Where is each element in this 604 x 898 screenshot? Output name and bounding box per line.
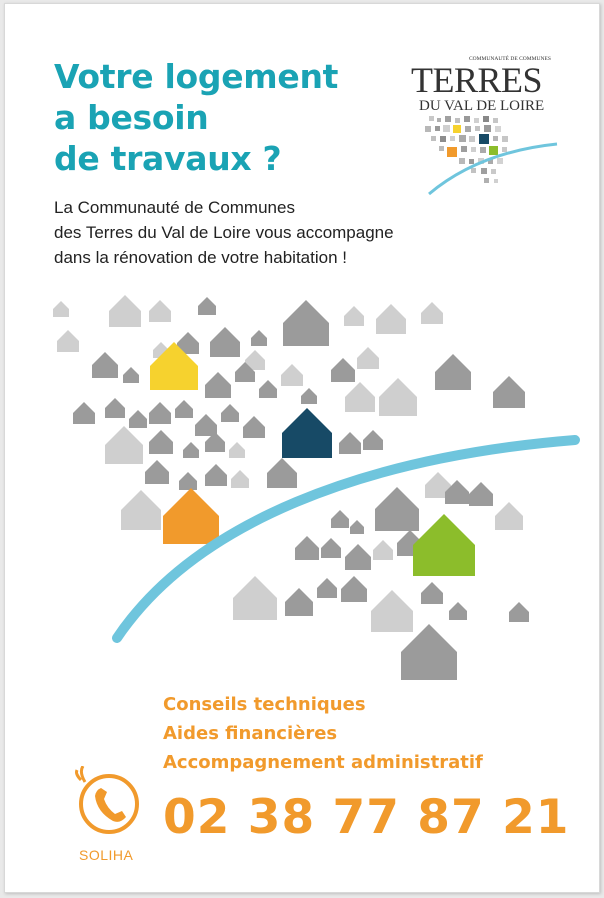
headline-line: a besoin bbox=[54, 98, 209, 137]
service-item: Conseils techniques bbox=[163, 694, 366, 715]
logo-mosaic bbox=[425, 116, 508, 183]
intro-line: des Terres du Val de Loire vous accompagne bbox=[54, 223, 394, 242]
services-list bbox=[163, 690, 483, 777]
logo-top-line: COMMUNAUTÉ DE COMMUNES bbox=[469, 56, 551, 62]
headline bbox=[54, 56, 338, 179]
soliha-brand: SOLIHA bbox=[79, 847, 134, 863]
phone-icon bbox=[71, 766, 151, 836]
intro-line: La Communauté de Communes bbox=[54, 198, 295, 217]
headline-line: Votre logement bbox=[54, 57, 339, 96]
phone-number[interactable]: 02 38 77 87 21 bbox=[163, 790, 570, 845]
service-item: Aides financières bbox=[163, 723, 338, 744]
logo-subline: DU VAL DE LOIRE bbox=[419, 98, 545, 114]
service-item: Accompagnement administratif bbox=[163, 752, 483, 773]
intro-line: dans la rénovation de votre habitation ! bbox=[54, 248, 347, 267]
terres-val-de-loire-logo bbox=[409, 52, 559, 202]
intro-text bbox=[54, 195, 484, 270]
headline-line: de travaux ? bbox=[54, 139, 282, 178]
poster-page bbox=[4, 3, 600, 893]
houses-illustration bbox=[45, 292, 585, 692]
logo-name: TERRES bbox=[411, 60, 543, 100]
